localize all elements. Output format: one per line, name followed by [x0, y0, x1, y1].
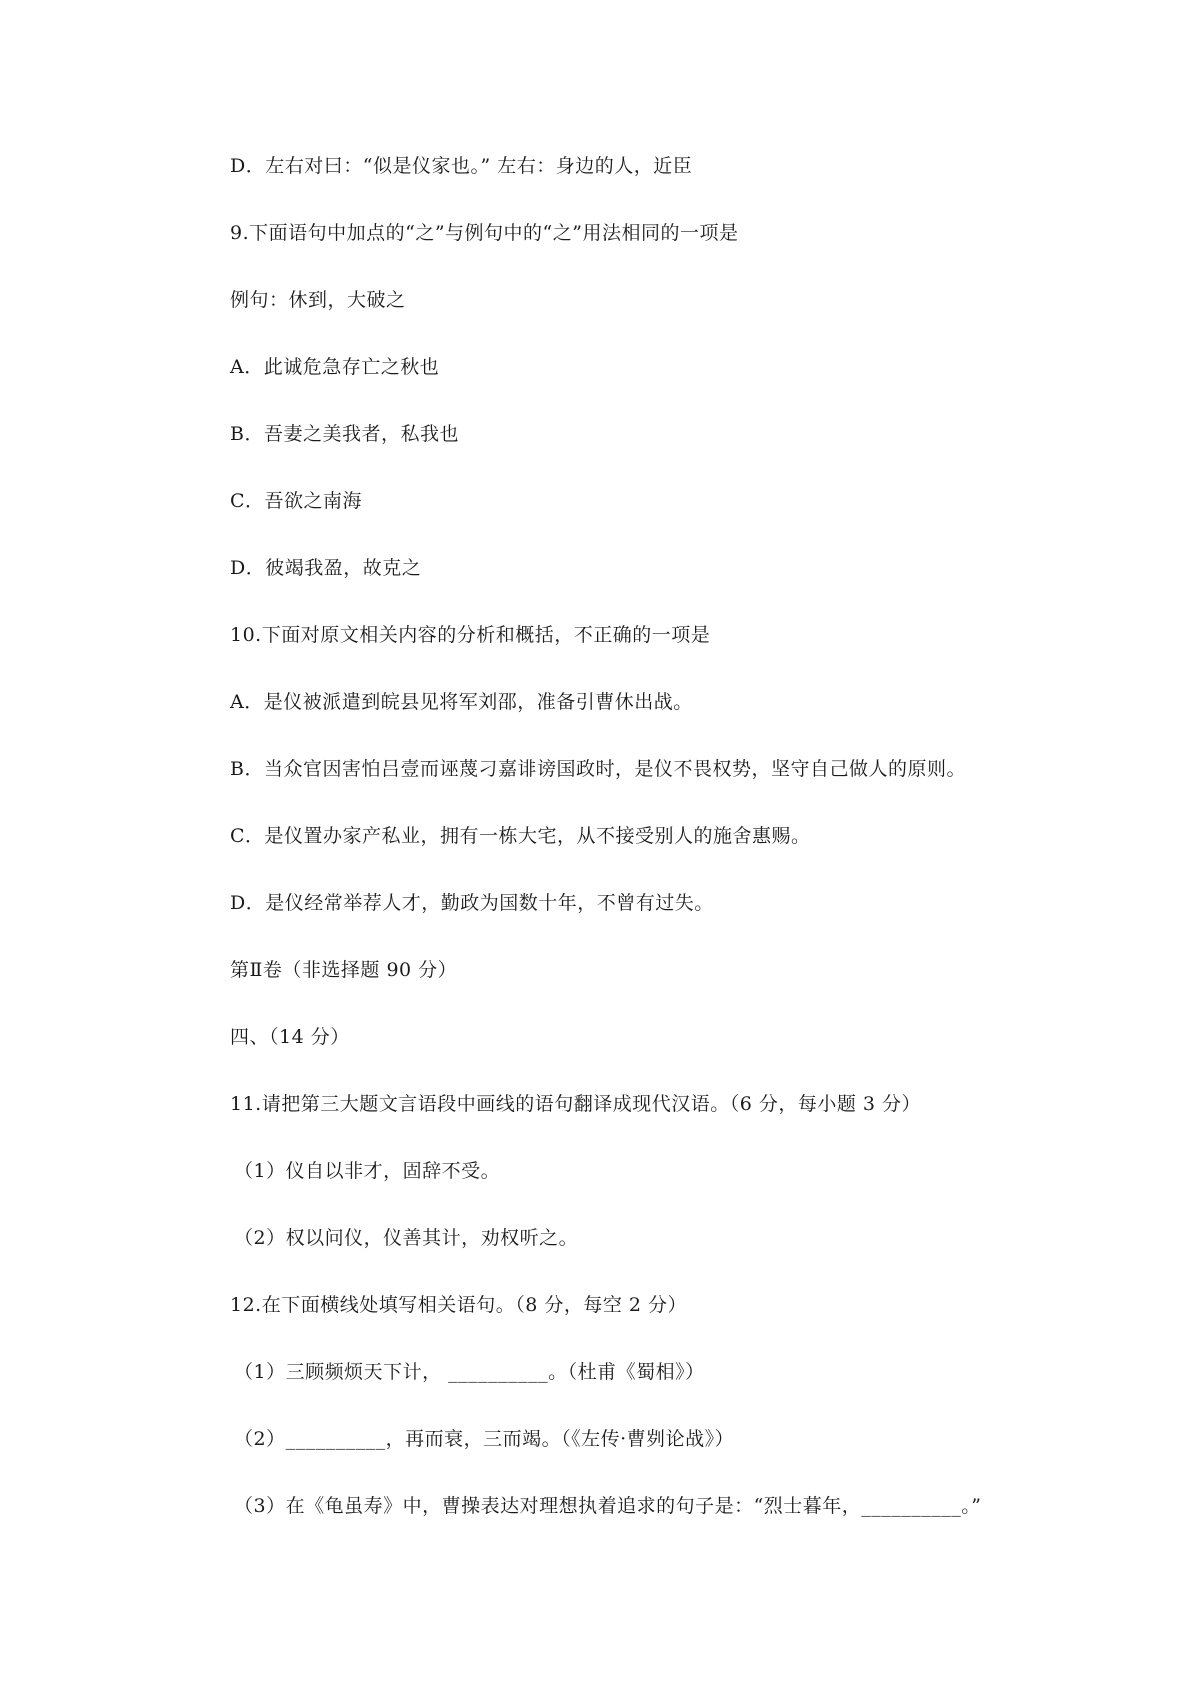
q10-option-c: C．是仪置办家产私业，拥有一栋大宅，从不接受别人的施舍惠赐。 [230, 825, 811, 847]
part-four-heading: 四、（14 分） [230, 1026, 350, 1048]
section-ii-heading: 第Ⅱ卷（非选择题 90 分） [230, 959, 458, 981]
q10-option-d: D．是仪经常举荐人才，勤政为国数十年，不曾有过失。 [230, 892, 714, 914]
q11-item-1: （1）仪自以非才，固辞不受。 [234, 1160, 501, 1182]
q9-example: 例句：休到，大破之 [230, 289, 406, 311]
q10-option-a: A．是仪被派遣到皖县见将军刘邵，准备引曹休出战。 [230, 691, 693, 713]
q12-stem: 12.在下面横线处填写相关语句。（8 分，每空 2 分） [230, 1294, 688, 1316]
q9-option-a: A．此诚危急存亡之秋也 [230, 356, 440, 378]
q9-option-c: C．吾欲之南海 [230, 490, 363, 512]
q12-item-2: （2）__________，再而衰，三而竭。（《左传·曹刿论战》） [234, 1428, 735, 1450]
q8-option-d: D．左右对曰：“似是仪家也。” 左右：身边的人，近臣 [230, 155, 693, 177]
q11-stem: 11.请把第三大题文言语段中画线的语句翻译成现代汉语。（6 分，每小题 3 分） [230, 1093, 922, 1115]
q10-stem: 10.下面对原文相关内容的分析和概括，不正确的一项是 [230, 624, 711, 646]
q12-item-3: （3）在《龟虽寿》中，曹操表达对理想执着追求的句子是：“烈士暮年，__________。” [234, 1495, 982, 1517]
q9-option-d: D．彼竭我盈，故克之 [230, 557, 422, 579]
q11-item-2: （2）权以问仪，仪善其计，劝权听之。 [234, 1227, 579, 1249]
q9-option-b: B．吾妻之美我者，私我也 [230, 423, 459, 445]
q12-item-1: （1）三顾频烦天下计， __________。（杜甫《蜀相》） [234, 1361, 705, 1383]
q9-stem: 9.下面语句中加点的“之”与例句中的“之”用法相同的一项是 [230, 222, 739, 244]
q10-option-b: B．当众官因害怕吕壹而诬蔑刁嘉诽谤国政时，是仪不畏权势，坚守自己做人的原则。 [230, 758, 966, 780]
